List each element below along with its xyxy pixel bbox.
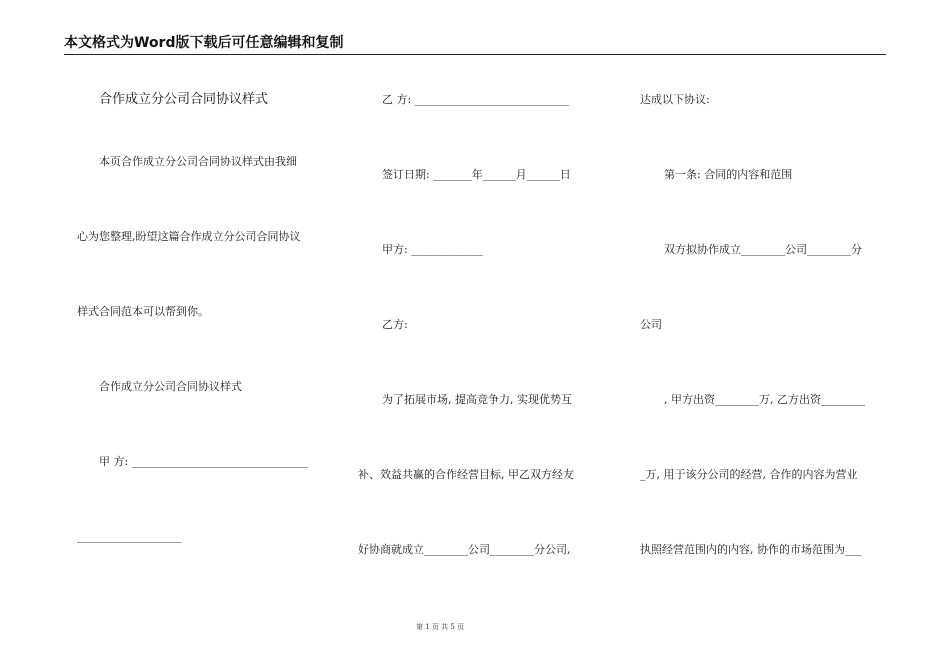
signing-date-line: 签订日期: _______年______月______日 — [382, 168, 571, 181]
paragraph-line: , 甲方出资________万, 乙方出资________ — [664, 393, 865, 406]
document-title: 合作成立分公司合同协议样式 — [99, 92, 269, 107]
paragraph-line: 好协商就成立________公司________分公司, — [358, 543, 571, 556]
party-a-line: 甲 方: ________________________________ — [99, 455, 308, 468]
paragraph-line: 补、效益共赢的合作经营目标, 甲乙双方经友 — [358, 468, 574, 481]
paragraph-line: 心为您整理,盼望这篇合作成立分公司合同协议 — [77, 230, 301, 243]
paragraph-line: 双方拟协作成立________公司________分 — [664, 243, 862, 256]
paragraph-line: _万, 用于该分公司的经营, 合作的内容为营业 — [640, 468, 858, 481]
blank-line: ___________________ — [77, 530, 182, 543]
party-b-sign-line: 乙方: — [382, 318, 408, 331]
paragraph-line: 本页合作成立分公司合同协议样式由我细 — [99, 155, 297, 168]
paragraph-line: 达成以下协议: — [640, 93, 710, 106]
section-heading: 合作成立分公司合同协议样式 — [99, 380, 242, 393]
party-b-line: 乙 方: ____________________________ — [382, 93, 569, 106]
header-text: 本文格式为Word版下载后可任意编辑和复制 — [64, 35, 344, 51]
page-header — [64, 34, 886, 55]
party-a-sign-line: 甲方: _____________ — [382, 243, 483, 256]
page-number-footer: 第 1 页 共 5 页 — [415, 623, 465, 631]
paragraph-line: 为了拓展市场, 提高竞争力, 实现优势互 — [382, 393, 572, 406]
paragraph-line: 公司 — [640, 318, 662, 331]
article-heading: 第一条: 合同的内容和范围 — [664, 168, 793, 181]
paragraph-line: 执照经营范围内的内容, 协作的市场范围为___ — [640, 543, 862, 556]
paragraph-line: 样式合同范本可以帮到你。 — [77, 305, 209, 318]
